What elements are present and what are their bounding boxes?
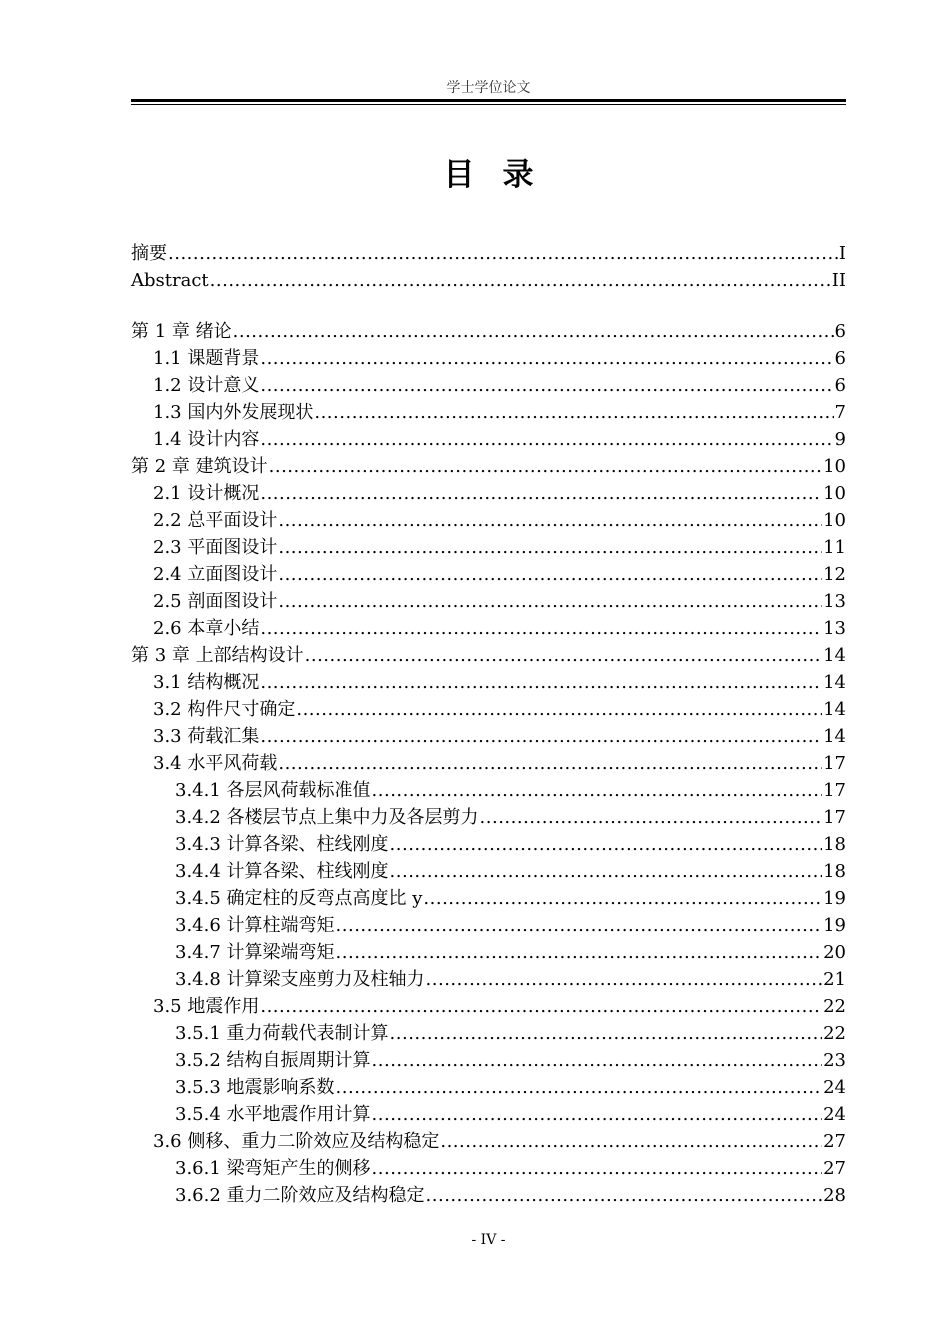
toc-entry-page: 20 (823, 942, 846, 963)
toc-dot-leader (278, 588, 822, 615)
toc-dot-leader (423, 885, 822, 912)
toc-entry[interactable] (131, 831, 846, 858)
toc-entry-label: 2.5 剖面图设计 (153, 591, 278, 612)
toc-entry[interactable] (131, 1128, 846, 1155)
toc-entry[interactable] (131, 1101, 846, 1128)
toc-entry-page: 23 (823, 1050, 846, 1071)
toc-entry-label: 3.6.1 梁弯矩产生的侧移 (175, 1158, 371, 1179)
toc-entry-label: Abstract (131, 270, 209, 291)
toc-dot-leader (278, 534, 822, 561)
toc-entry[interactable] (131, 750, 846, 777)
toc-entry[interactable] (131, 453, 846, 480)
header-rule-thick (131, 99, 846, 102)
toc-entry-label: 3.4.4 计算各梁、柱线刚度 (175, 861, 389, 882)
toc-entry-page: 17 (823, 807, 846, 828)
toc-dot-leader (260, 372, 833, 399)
toc-dot-leader (440, 1128, 822, 1155)
toc-dot-leader (210, 267, 831, 294)
toc-entry-label: 3.2 构件尺寸确定 (153, 699, 296, 720)
toc-entry-page: 27 (823, 1131, 846, 1152)
toc-entry-page: 18 (823, 861, 846, 882)
toc-entry[interactable] (131, 669, 846, 696)
toc-entry-page: 27 (823, 1158, 846, 1179)
toc-entry-page: 14 (823, 726, 846, 747)
toc-dot-leader (390, 831, 823, 858)
toc-entry-label: 1.2 设计意义 (153, 375, 260, 396)
toc-dot-leader (168, 240, 838, 267)
toc-dot-leader (260, 669, 822, 696)
toc-entry[interactable] (131, 642, 846, 669)
toc-entry-label: 2.6 本章小结 (153, 618, 260, 639)
toc-entry[interactable] (131, 507, 846, 534)
toc-entry[interactable] (131, 534, 846, 561)
toc-entry-label: 第 1 章 绪论 (131, 321, 232, 342)
page-title: 目录 (443, 157, 562, 193)
toc-entry-page: 6 (834, 375, 846, 396)
toc-dot-leader (426, 1182, 823, 1209)
toc-entry-label: 摘要 (131, 243, 167, 264)
toc-entry[interactable] (131, 1155, 846, 1182)
toc-entry[interactable] (131, 372, 846, 399)
toc-entry-label: 2.3 平面图设计 (153, 537, 278, 558)
toc-entry-page: 6 (834, 348, 846, 369)
toc-dot-leader (260, 993, 822, 1020)
toc-entry-page: 24 (823, 1077, 846, 1098)
toc-entry[interactable] (131, 993, 846, 1020)
toc-entry-page: 19 (823, 915, 846, 936)
toc-entry-label: 3.5.4 水平地震作用计算 (175, 1104, 371, 1125)
toc-dot-leader (260, 615, 822, 642)
toc-entry-page: 22 (823, 996, 846, 1017)
toc-entry[interactable] (131, 1074, 846, 1101)
toc-entry[interactable] (131, 318, 846, 345)
toc-entry[interactable] (131, 858, 846, 885)
toc-entry-page: 13 (823, 618, 846, 639)
toc-entry[interactable] (131, 912, 846, 939)
toc-entry-page: 17 (823, 780, 846, 801)
toc-dot-leader (372, 1047, 823, 1074)
toc-entry-label: 3.5.3 地震影响系数 (175, 1077, 335, 1098)
toc-dot-leader (336, 939, 823, 966)
toc-entry-label: 第 2 章 建筑设计 (131, 456, 268, 477)
toc-entry-page: 10 (823, 510, 846, 531)
toc-entry[interactable] (131, 240, 846, 267)
toc-entry-label: 3.5.2 结构自振周期计算 (175, 1050, 371, 1071)
toc-entry[interactable] (131, 426, 846, 453)
toc-dot-leader (372, 1155, 823, 1182)
toc-entry[interactable] (131, 561, 846, 588)
toc-dot-leader (426, 966, 823, 993)
toc-entry-page: 13 (823, 591, 846, 612)
toc-entry-page: 17 (823, 753, 846, 774)
toc-entry-page: 9 (834, 429, 846, 450)
toc-dot-leader (260, 480, 822, 507)
toc-entry[interactable] (131, 480, 846, 507)
toc-dot-leader (260, 723, 822, 750)
toc-entry-label: 3.4.3 计算各梁、柱线刚度 (175, 834, 389, 855)
toc-dot-leader (390, 858, 823, 885)
toc-entry[interactable] (131, 885, 846, 912)
toc-dot-leader (278, 561, 822, 588)
toc-entry-page: 18 (823, 834, 846, 855)
toc-entry-label: 1.4 设计内容 (153, 429, 260, 450)
toc-entry-page: 24 (823, 1104, 846, 1125)
toc-entry[interactable] (131, 1182, 846, 1209)
toc-entry-page: II (831, 270, 846, 291)
toc-entry-page: 11 (823, 537, 846, 558)
page-header: 学士学位论文 (446, 80, 531, 96)
toc-entry-label: 2.2 总平面设计 (153, 510, 278, 531)
toc-entry-page: 28 (823, 1185, 846, 1206)
toc-entry-label: 3.4.6 计算柱端弯矩 (175, 915, 335, 936)
toc-entry-label: 2.4 立面图设计 (153, 564, 278, 585)
toc-entry-label: 3.4 水平风荷载 (153, 753, 278, 774)
toc-entry[interactable] (131, 345, 846, 372)
toc-entry-page: 6 (834, 321, 846, 342)
toc-entry-label: 3.5.1 重力荷载代表制计算 (175, 1023, 389, 1044)
toc-entry[interactable] (131, 939, 846, 966)
toc-entry[interactable] (131, 1047, 846, 1074)
toc-entry-page: 21 (823, 969, 846, 990)
toc-entry-page: I (838, 243, 846, 264)
toc-dot-leader (336, 912, 823, 939)
toc-entry-page: 22 (823, 1023, 846, 1044)
toc-entry-label: 1.1 课题背景 (153, 348, 260, 369)
toc-entry-label: 3.4.8 计算梁支座剪力及柱轴力 (175, 969, 425, 990)
toc-entry[interactable] (131, 777, 846, 804)
toc-entry-label: 第 3 章 上部结构设计 (131, 645, 304, 666)
toc-entry-page: 14 (823, 645, 846, 666)
toc-entry[interactable] (131, 966, 846, 993)
toc-entry[interactable] (131, 615, 846, 642)
toc-dot-leader (278, 507, 822, 534)
toc-entry-label: 3.6.2 重力二阶效应及结构稳定 (175, 1185, 425, 1206)
toc-entry-label: 3.4.2 各楼层节点上集中力及各层剪力 (175, 807, 479, 828)
toc-entry-label: 3.1 结构概况 (153, 672, 260, 693)
toc-entry-page: 10 (823, 483, 846, 504)
toc-dot-leader (233, 318, 834, 345)
toc-entry[interactable] (131, 588, 846, 615)
toc-entry[interactable] (131, 804, 846, 831)
toc-dot-leader (278, 750, 822, 777)
toc-entry-page: 14 (823, 699, 846, 720)
toc-dot-leader (305, 642, 822, 669)
toc-entry-label: 3.3 荷载汇集 (153, 726, 260, 747)
toc-dot-leader (336, 1074, 823, 1101)
toc-entry-label: 2.1 设计概况 (153, 483, 260, 504)
toc-entry[interactable] (131, 1020, 846, 1047)
toc-entry[interactable] (131, 267, 846, 294)
toc-dot-leader (260, 345, 833, 372)
toc-dot-leader (480, 804, 823, 831)
toc-entry-label: 3.6 侧移、重力二阶效应及结构稳定 (153, 1131, 440, 1152)
toc-entry[interactable] (131, 399, 846, 426)
toc-entry[interactable] (131, 723, 846, 750)
toc-dot-leader (314, 399, 833, 426)
table-of-contents (131, 240, 846, 1209)
toc-entry-page: 19 (823, 888, 846, 909)
toc-entry-label: 3.4.5 确定柱的反弯点高度比 y (175, 888, 423, 909)
toc-dot-leader (372, 1101, 823, 1128)
toc-dot-leader (372, 777, 823, 804)
page-number: - IV - (471, 1232, 506, 1248)
toc-dot-leader (269, 453, 822, 480)
toc-entry-page: 7 (834, 402, 846, 423)
toc-entry-label: 3.5 地震作用 (153, 996, 260, 1017)
toc-entry-label: 3.4.7 计算梁端弯矩 (175, 942, 335, 963)
toc-dot-leader (260, 426, 833, 453)
toc-entry[interactable] (131, 696, 846, 723)
toc-entry-page: 12 (823, 564, 846, 585)
header-rule-thin (131, 104, 846, 105)
toc-entry-page: 14 (823, 672, 846, 693)
toc-entry-label: 1.3 国内外发展现状 (153, 402, 314, 423)
toc-dot-leader (296, 696, 822, 723)
toc-dot-leader (390, 1020, 823, 1047)
toc-entry-label: 3.4.1 各层风荷载标准值 (175, 780, 371, 801)
toc-entry-page: 10 (823, 456, 846, 477)
